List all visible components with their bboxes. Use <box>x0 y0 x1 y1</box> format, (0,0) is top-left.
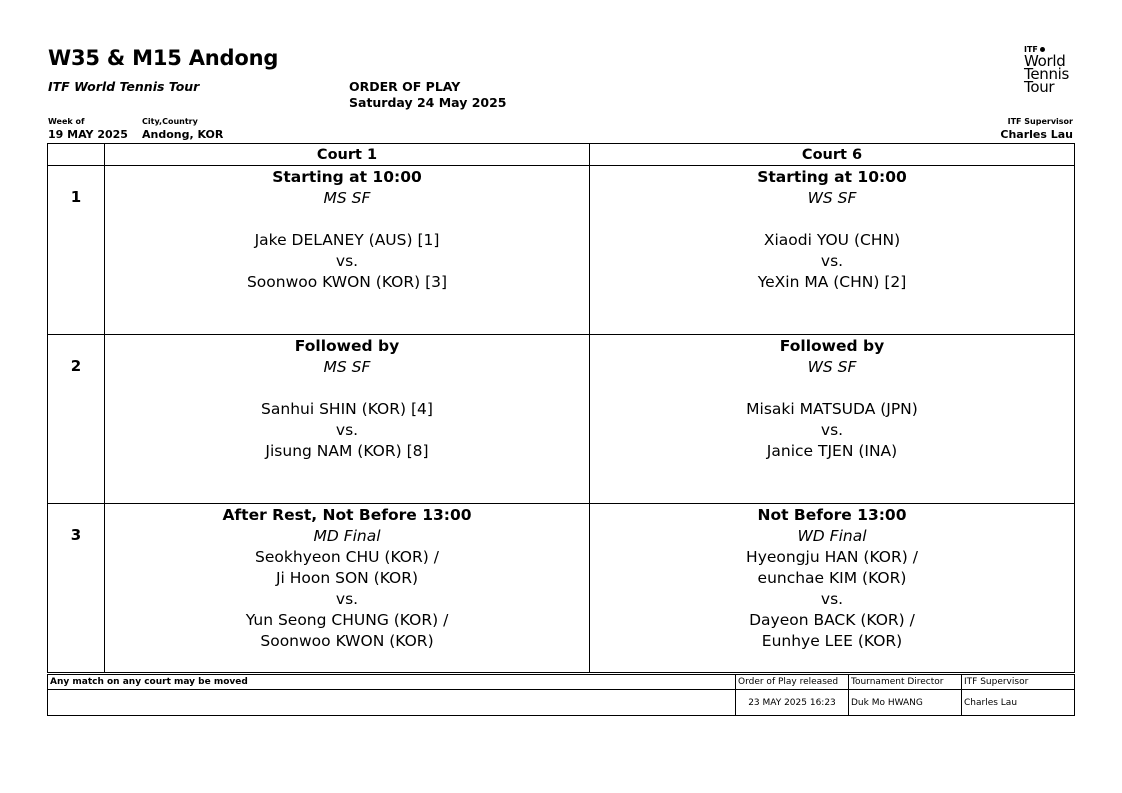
player-line: Janice TJEN (INA) <box>766 442 898 460</box>
versus-label: vs. <box>820 590 844 608</box>
court-header-row <box>48 144 1075 166</box>
tour-subtitle: ITF World Tennis Tour <box>48 79 200 94</box>
released-label: Order of Play released <box>736 675 849 690</box>
match-cell <box>590 335 1075 504</box>
logo-line-3: Tour <box>1024 78 1055 96</box>
event-label: MS SF <box>323 189 371 207</box>
player-line: Dayeon BACK (KOR) / <box>749 611 915 629</box>
player-line: Yun Seong CHUNG (KOR) / <box>245 611 449 629</box>
match-cell <box>590 166 1075 335</box>
player-line: Soonwoo KWON (KOR) <box>260 632 434 650</box>
released-value: 23 MAY 2025 16:23 <box>736 690 849 716</box>
match-time-header: Followed by <box>779 337 885 355</box>
footer-supervisor-value: Charles Lau <box>962 690 1075 716</box>
week-of-label: Week of <box>48 117 85 126</box>
director-value: Duk Mo HWANG <box>849 690 962 716</box>
spacer <box>590 378 1074 399</box>
world-tennis-tour-logo <box>1024 44 1084 94</box>
court-header-1: Court 1 <box>105 144 590 166</box>
player-line: Eunhye LEE (KOR) <box>761 632 903 650</box>
row-number-cell <box>48 335 105 504</box>
spacer <box>105 378 589 399</box>
player-line: Jake DELANEY (AUS) [1] <box>254 231 440 249</box>
match-row <box>48 504 1075 673</box>
footer-label-row <box>48 675 1075 690</box>
match-row <box>48 166 1075 335</box>
city-country-value: Andong, KOR <box>142 128 224 141</box>
event-label: WS SF <box>807 358 857 376</box>
versus-label: vs. <box>335 421 359 439</box>
order-of-play-label: ORDER OF PLAY <box>349 79 461 94</box>
corner-cell <box>48 144 105 166</box>
footer-value-row <box>48 690 1075 716</box>
match-time-header: Followed by <box>294 337 400 355</box>
player-line: Soonwoo KWON (KOR) [3] <box>246 273 448 291</box>
player-line: Sanhui SHIN (KOR) [4] <box>261 400 433 418</box>
spacer <box>105 209 589 230</box>
play-date: Saturday 24 May 2025 <box>349 95 507 110</box>
week-of-value: 19 MAY 2025 <box>48 128 128 141</box>
city-country-label: City,Country <box>142 117 198 126</box>
player-line: Hyeongju HAN (KOR) / <box>746 548 918 566</box>
match-time-header: Starting at 10:00 <box>757 168 907 186</box>
player-line: Seokhyeon CHU (KOR) / <box>255 548 439 566</box>
row-number-cell <box>48 166 105 335</box>
match-row <box>48 335 1075 504</box>
logo-line-2: Tennis <box>1024 65 1070 83</box>
player-line: Jisung NAM (KOR) [8] <box>265 442 429 460</box>
order-of-play-table <box>47 143 1075 673</box>
event-label: MD Final <box>313 527 381 545</box>
court-header-6: Court 6 <box>590 144 1075 166</box>
match-time-header: Starting at 10:00 <box>272 168 422 186</box>
player-line: Xiaodi YOU (CHN) <box>763 231 901 249</box>
itf-supervisor-value: Charles Lau <box>1000 128 1073 141</box>
row-number: 1 <box>70 188 82 206</box>
versus-label: vs. <box>820 421 844 439</box>
player-line: YeXin MA (CHN) [2] <box>757 273 907 291</box>
director-label: Tournament Director <box>849 675 962 690</box>
order-of-play-heading <box>349 79 507 111</box>
player-line: eunchae KIM (KOR) <box>757 569 907 587</box>
match-cell <box>590 504 1075 673</box>
match-time-header: Not Before 13:00 <box>757 506 907 524</box>
versus-label: vs. <box>335 252 359 270</box>
row-number-cell <box>48 504 105 673</box>
logo-line-1: World <box>1024 52 1066 70</box>
match-time-header: After Rest, Not Before 13:00 <box>222 506 472 524</box>
match-cell <box>105 504 590 673</box>
spacer <box>590 209 1074 230</box>
player-line: Ji Hoon SON (KOR) <box>275 569 419 587</box>
match-cell <box>105 335 590 504</box>
row-number: 2 <box>70 357 82 375</box>
itf-supervisor-label: ITF Supervisor <box>1007 117 1073 126</box>
event-label: WD Final <box>797 527 867 545</box>
logo-itf-text: ITF <box>1024 45 1038 54</box>
footer-blank-cell <box>48 690 736 716</box>
row-number: 3 <box>70 526 82 544</box>
tournament-title: W35 & M15 Andong <box>48 46 279 70</box>
footer-supervisor-label: ITF Supervisor <box>962 675 1075 690</box>
event-label: WS SF <box>807 189 857 207</box>
versus-label: vs. <box>820 252 844 270</box>
player-line: Misaki MATSUDA (JPN) <box>746 400 918 418</box>
footer-table <box>47 674 1075 716</box>
footer-note: Any match on any court may be moved <box>48 675 736 690</box>
versus-label: vs. <box>335 590 359 608</box>
event-label: MS SF <box>323 358 371 376</box>
match-cell <box>105 166 590 335</box>
